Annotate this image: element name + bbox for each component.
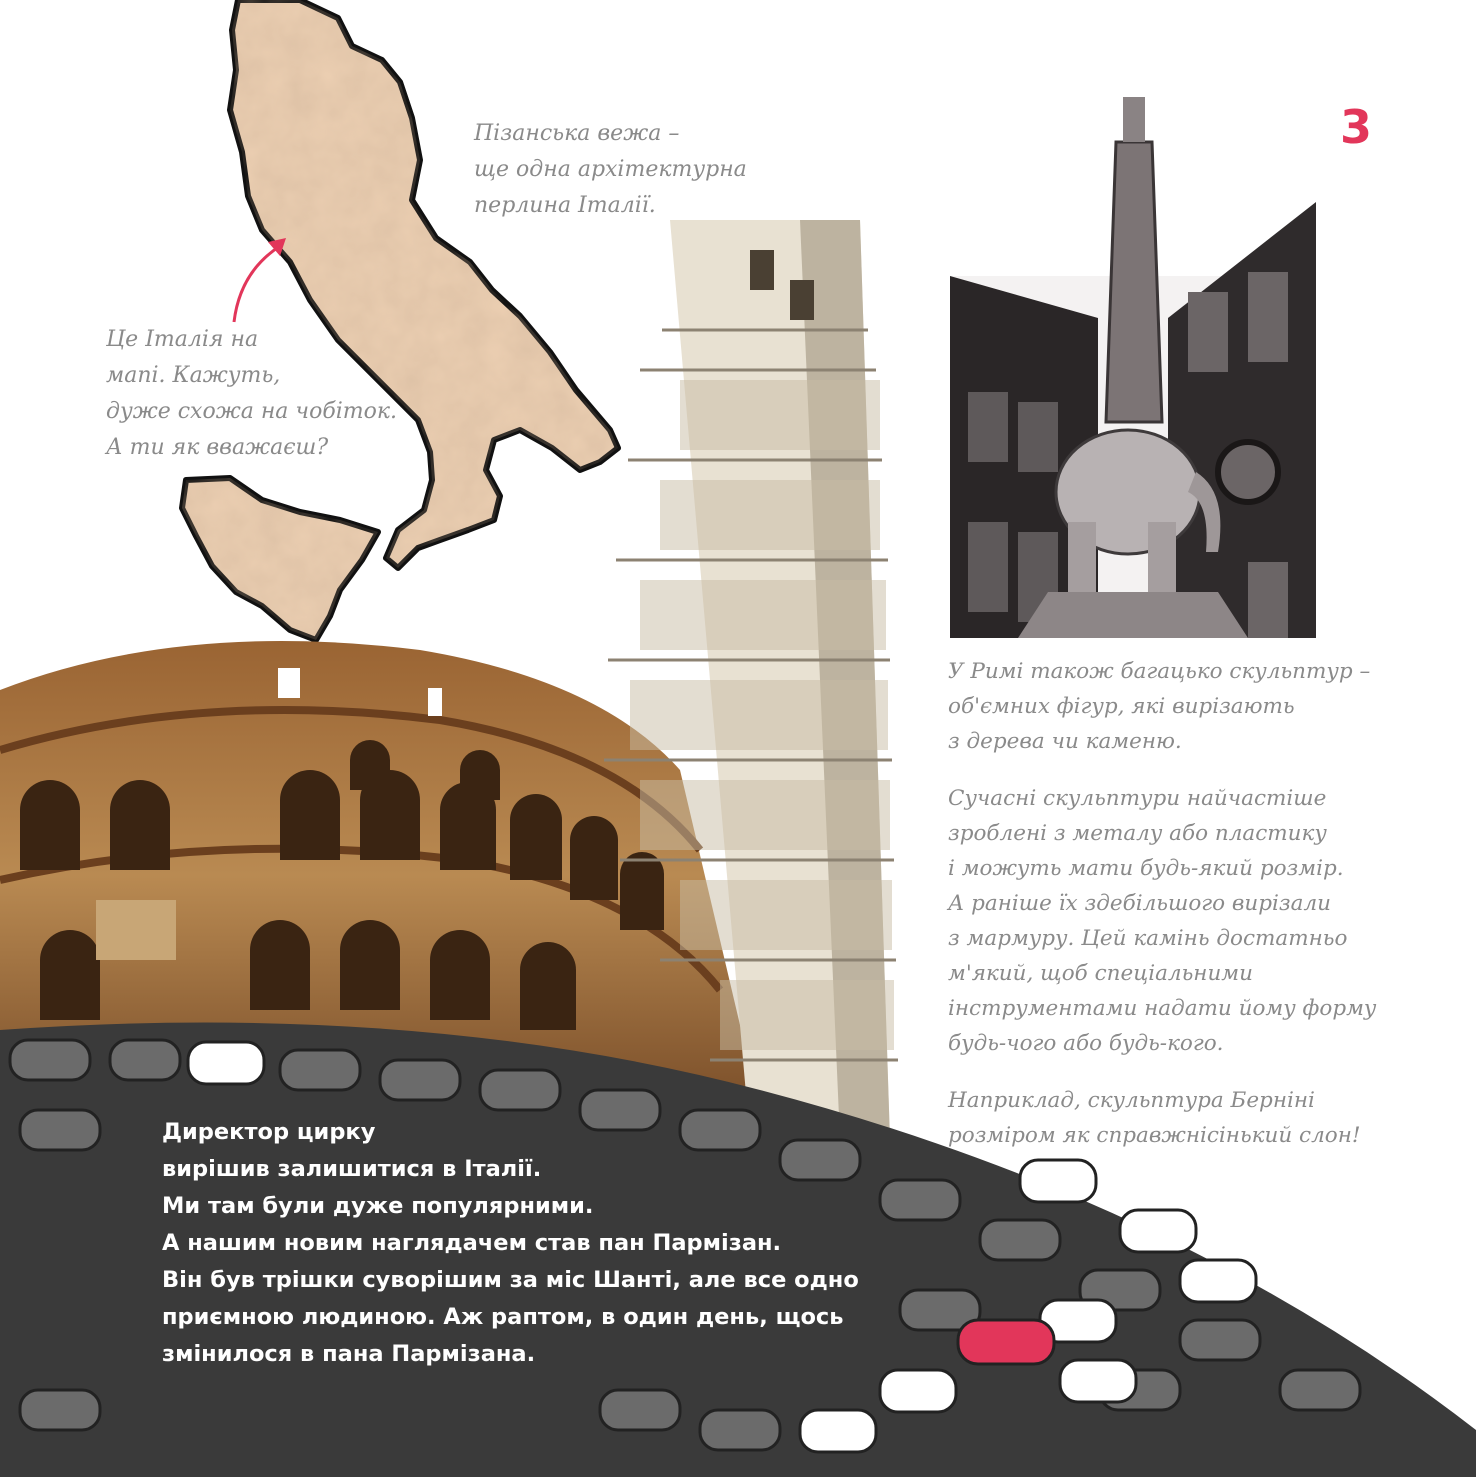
italy-map-caption — [106, 322, 397, 466]
story-line: Він був трішки суворішим за міс Шанті, але все одно — [162, 1267, 859, 1293]
leaning-tower-photo — [600, 200, 900, 1140]
story-text — [162, 1114, 859, 1373]
text-line: об'ємних фігур, які вирізають — [948, 694, 1295, 719]
sculpture-paragraph-1 — [948, 654, 1376, 759]
text-line: Сучасні скульптури найчастіше — [948, 786, 1327, 811]
pisa-caption-line: ще одна архітектурна — [474, 157, 747, 182]
story-line: А нашим новим наглядачем став пан Пармізан. — [162, 1230, 782, 1256]
text-line: Наприклад, скульптура Берніні — [948, 1088, 1315, 1113]
text-line: з мармуру. Цей камінь достатньо — [948, 926, 1348, 951]
story-line: Директор цирку — [162, 1119, 376, 1145]
text-line: будь-чого або будь-кого. — [948, 1031, 1224, 1056]
elephant-obelisk-photo — [948, 92, 1318, 640]
text-line: і можуть мати будь-який розмір. — [948, 856, 1344, 881]
text-line: з дерева чи каменю. — [948, 729, 1182, 754]
story-line: змінилося в пана Пармізана. — [162, 1341, 536, 1367]
story-line: вирішив залишитися в Італії. — [162, 1156, 542, 1182]
text-line: інструментами надати йому форму — [948, 996, 1377, 1021]
pisa-caption-line: перлина Італії. — [474, 193, 656, 218]
italy-mainland — [230, 0, 618, 568]
page-number: 3 — [1340, 100, 1373, 154]
text-line: зроблені з металу або пластику — [948, 821, 1327, 846]
text-line: У Римі також багацько скульптур – — [948, 659, 1371, 684]
italy-caption-line: А ти як вважаєш? — [106, 435, 329, 460]
italy-caption-line: дуже схожа на чобіток. — [106, 399, 398, 424]
story-line: Ми там були дуже популярними. — [162, 1193, 594, 1219]
story-line: приємною людиною. Аж раптом, в один день, щось — [162, 1304, 844, 1330]
italy-caption-line: Це Італія на — [106, 327, 259, 352]
sicily-island — [182, 478, 378, 640]
text-line: м'який, щоб спеціальними — [948, 961, 1253, 986]
pisa-caption-line: Пізанська вежа – — [474, 121, 680, 146]
italy-caption-line: мапі. Кажуть, — [106, 363, 281, 388]
curved-arrow-icon — [234, 246, 280, 322]
text-line: А раніше їх здебільшого вирізали — [948, 891, 1332, 916]
text-line: розміром як справжнісінький слон! — [948, 1123, 1361, 1148]
